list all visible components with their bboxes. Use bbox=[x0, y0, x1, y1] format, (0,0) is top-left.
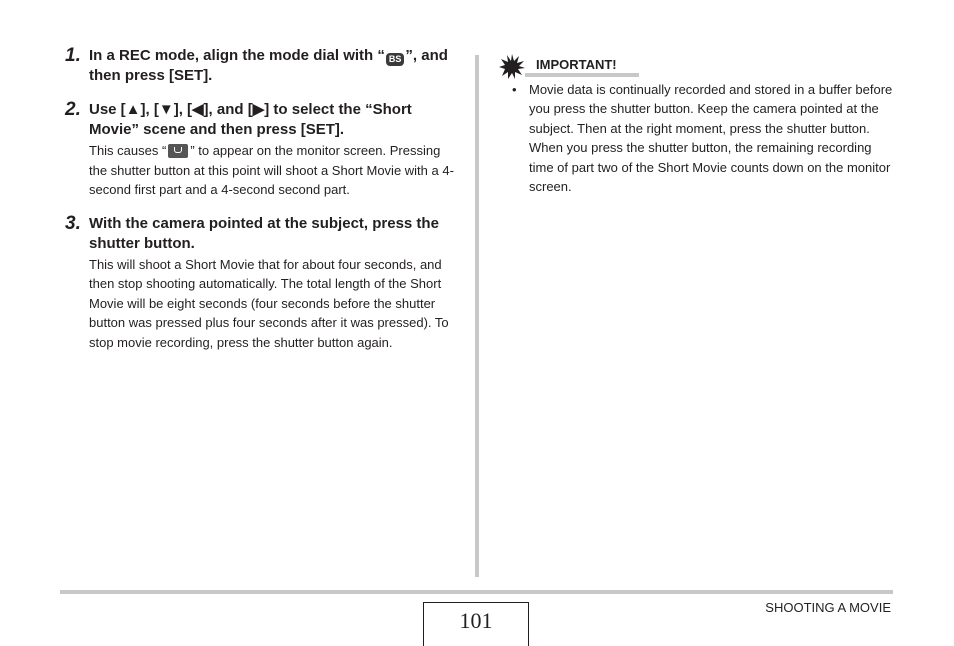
step-title-text: In a REC mode, align the mode dial with “ bbox=[89, 47, 385, 64]
step-title bbox=[89, 46, 460, 86]
list-item-text: Movie data is continually recorded and stored in a buffer before you press the shutter button. Keep the camera pointed at the subject. Then at the right moment, press the shutter button. When you press the shutter button, the remaining recording time of part two of the Short Movie counts down on the monitor screen. bbox=[529, 82, 893, 195]
footer-rule bbox=[60, 590, 893, 594]
list-item bbox=[499, 80, 894, 196]
important-underline bbox=[525, 73, 639, 77]
step-title: Use [▲], [▼], [◀], and [▶] to select the “Short Movie” scene and then press [SET]. bbox=[89, 101, 412, 138]
step-3 bbox=[60, 214, 460, 353]
step-title-text-end: ”, and then press [SET]. bbox=[89, 47, 448, 84]
bullet: • bbox=[512, 82, 517, 97]
step-number: 3. bbox=[65, 212, 81, 234]
step-body-text: This causes “ bbox=[89, 143, 167, 158]
important-label: IMPORTANT! bbox=[536, 57, 617, 72]
step-body bbox=[89, 141, 460, 200]
step-title: With the camera pointed at the subject, press the shutter button. bbox=[89, 214, 439, 252]
short-movie-scene-icon bbox=[168, 144, 188, 158]
section-title: SHOOTING A MOVIE bbox=[765, 600, 891, 615]
page-number: 101 bbox=[423, 602, 529, 646]
step-2 bbox=[60, 100, 460, 200]
column-divider bbox=[475, 55, 479, 577]
best-shot-mode-icon: BS bbox=[386, 53, 405, 66]
important-list bbox=[499, 80, 894, 196]
starburst-icon bbox=[499, 54, 525, 80]
important-header bbox=[499, 54, 894, 78]
step-1 bbox=[60, 46, 460, 86]
step-number: 2. bbox=[65, 99, 81, 120]
instructions-column bbox=[60, 46, 460, 352]
important-column bbox=[499, 54, 894, 196]
step-body-text-end: ” to appear on the monitor screen. Pressing the shutter button at this point will shoot a Short Movie with a 4-second first part and a 4-second second part. bbox=[89, 143, 454, 197]
step-number: 1. bbox=[65, 45, 81, 66]
step-body: This will shoot a Short Movie that for about four seconds, and then stop shooting automatically. The total length of the Short Movie will be eight seconds (four seconds before the shutter button was pressed plus four seconds after it was pressed). To stop movie recording, press the shutter button again. bbox=[89, 256, 449, 350]
